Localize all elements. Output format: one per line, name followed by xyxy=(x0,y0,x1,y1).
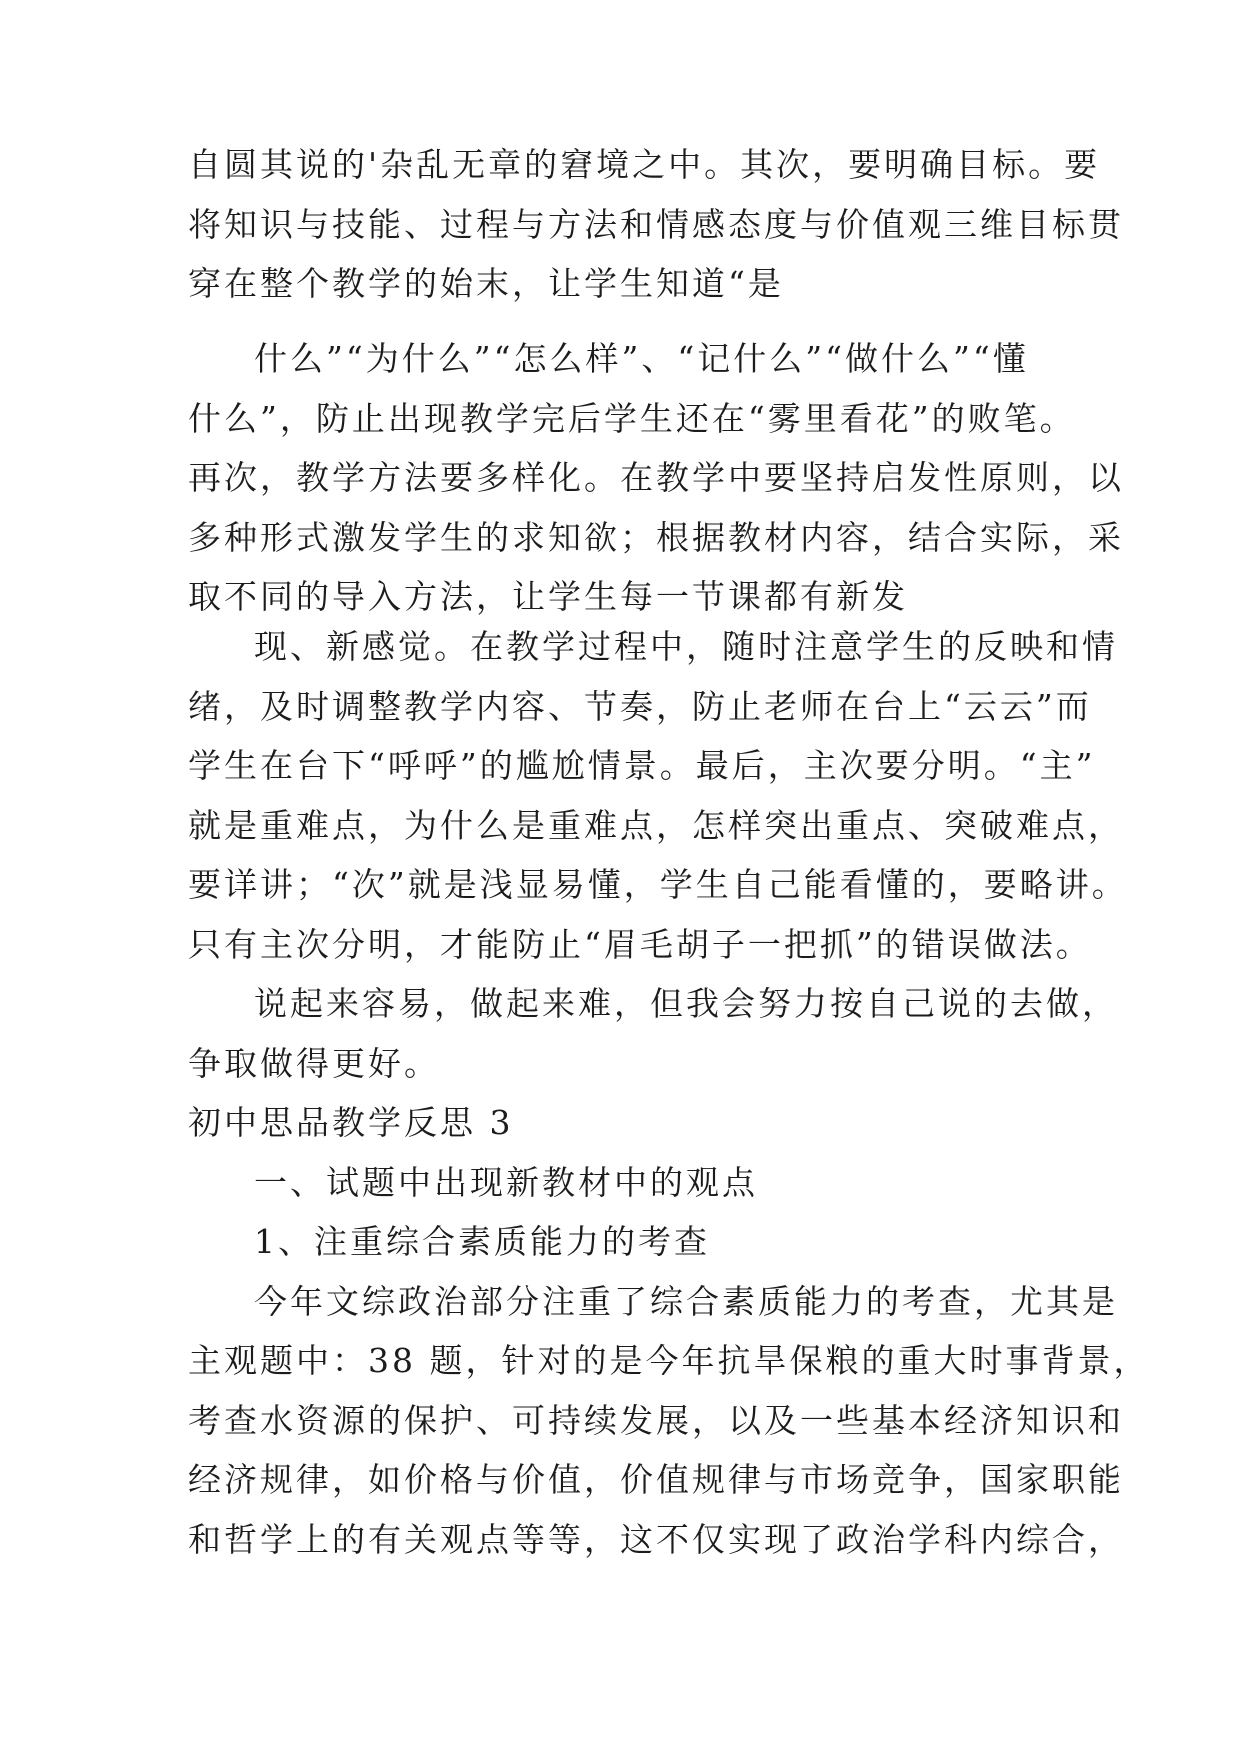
text-line: 和哲学上的有关观点等等，这不仅实现了政治学科内综合， xyxy=(188,1520,1124,1559)
text-line: 争取做得更好。 xyxy=(188,1044,440,1083)
text-line: 主观题中：38 题，针对的是今年抗旱保粮的重大时事背景， xyxy=(188,1341,1150,1380)
text-line: 绪，及时调整教学内容、节奏，防止老师在台上“云云”而 xyxy=(188,687,1092,726)
text-line: 自圆其说的'杂乱无章的窘境之中。其次，要明确目标。要 xyxy=(188,145,1101,184)
text-line: 说起来容易，做起来难，但我会努力按自己说的去做， xyxy=(254,984,1118,1023)
text-line: 经济规律，如价格与价值，价值规律与市场竞争，国家职能 xyxy=(188,1460,1124,1499)
text-line: 再次，教学方法要多样化。在教学中要坚持启发性原则，以 xyxy=(188,458,1124,497)
subheading: 一、试题中出现新教材中的观点 xyxy=(254,1163,758,1202)
text-line: 穿在整个教学的始末，让学生知道“是 xyxy=(188,264,784,303)
text-line: 只有主次分明，才能防止“眉毛胡子一把抓”的错误做法。 xyxy=(188,925,1092,964)
text-line: 将知识与技能、过程与方法和情感态度与价值观三维目标贯 xyxy=(188,205,1124,244)
text-line: 取不同的导入方法，让学生每一节课都有新发 xyxy=(188,577,908,616)
text-line: 什么”，防止出现教学完后学生还在“雾里看花”的败笔。 xyxy=(188,399,1076,438)
text-line: 多种形式激发学生的求知欲；根据教材内容，结合实际，采 xyxy=(188,518,1124,557)
text-line: 现、新感觉。在教学过程中，随时注意学生的反映和情 xyxy=(254,627,1118,666)
text-line: 学生在台下“呼呼”的尴尬情景。最后，主次要分明。“主” xyxy=(188,746,1096,785)
text-line: 就是重难点，为什么是重难点，怎样突出重点、突破难点， xyxy=(188,806,1124,845)
section-heading: 初中思品教学反思 3 xyxy=(188,1103,514,1142)
text-line: 考查水资源的保护、可持续发展，以及一些基本经济知识和 xyxy=(188,1401,1124,1440)
subheading: 1、注重综合素质能力的考查 xyxy=(254,1222,710,1261)
text-line: 今年文综政治部分注重了综合素质能力的考查，尤其是 xyxy=(254,1282,1118,1321)
text-line: 要详讲；“次”就是浅显易懂，学生自己能看懂的，要略讲。 xyxy=(188,865,1128,904)
text-line: 什么”“为什么”“怎么样”、“记什么”“做什么”“懂 xyxy=(254,339,1029,378)
